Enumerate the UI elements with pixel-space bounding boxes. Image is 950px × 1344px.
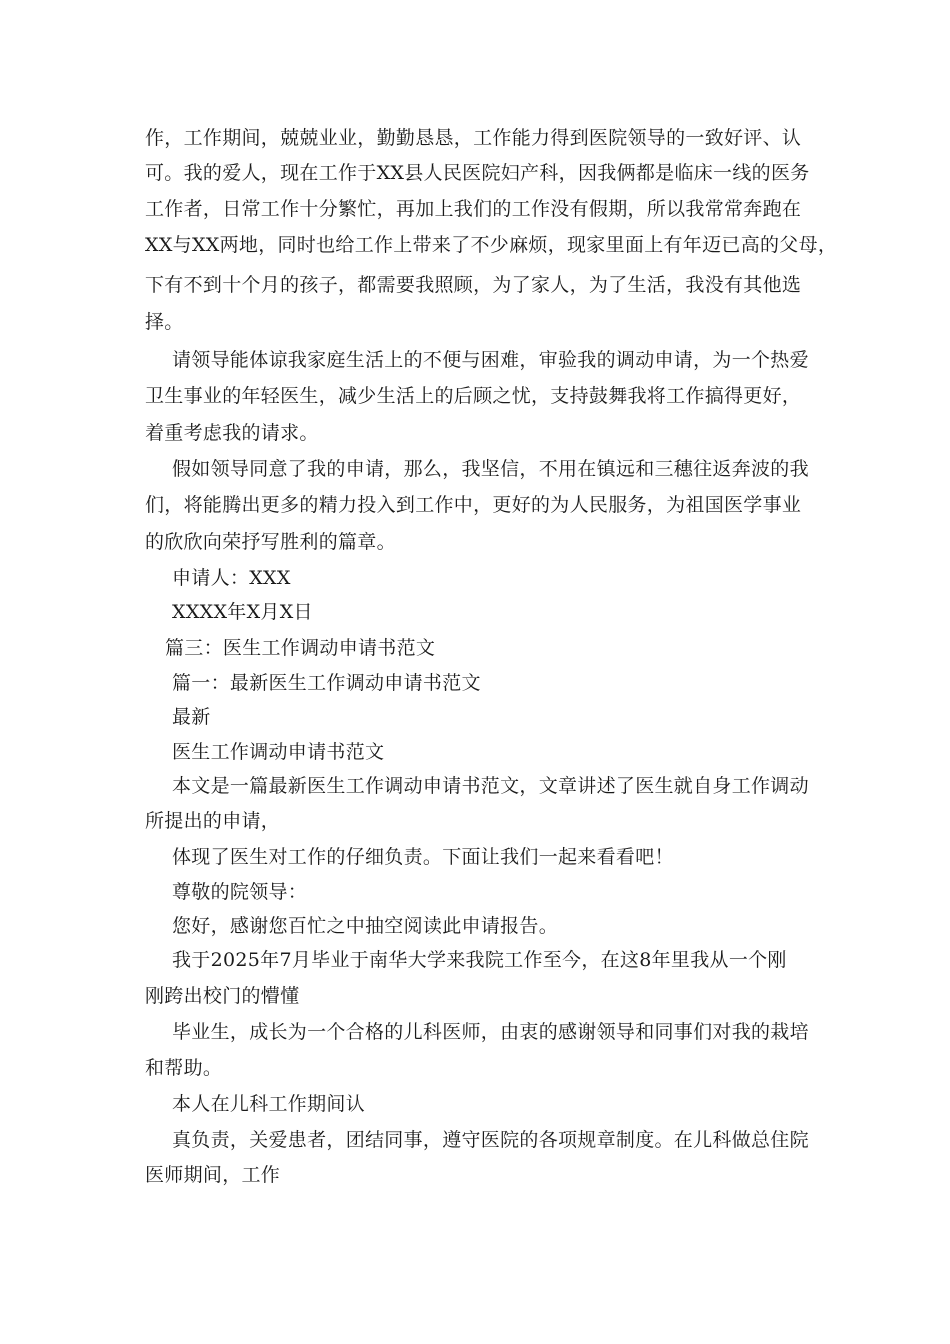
text-line: 卫生事业的年轻医生，减少生活上的后顾之忧，支持鼓舞我将工作搞得更好，	[145, 385, 802, 407]
text-line: 择。	[145, 311, 184, 333]
text-line: 作，工作期间，兢兢业业，勤勤恳恳，工作能力得到医院领导的一致好评、认	[145, 127, 802, 149]
paragraph-start: 本文是一篇最新医生工作调动申请书范文，文章讲述了医生就自身工作调动	[172, 775, 809, 797]
text-line: 下有不到十个月的孩子，都需要我照顾，为了家人，为了生活，我没有其他选	[145, 274, 802, 296]
paragraph-start: 真负责，关爱患者，团结同事，遵守医院的各项规章制度。在儿科做总住院	[172, 1129, 809, 1151]
text-line: XX与XX两地，同时也给工作上带来了不少麻烦，现家里面上有年迈已高的父母，	[145, 234, 838, 256]
salutation: 尊敬的院领导：	[172, 881, 308, 903]
paragraph-start: 我于2025年7月毕业于南华大学来我院工作至今，在这8年里我从一个刚	[172, 949, 787, 971]
paragraph-start: 请领导能体谅我家庭生活上的不便与困难，审验我的调动申请，为一个热爱	[172, 349, 809, 371]
text-line: 医生工作调动申请书范文	[172, 741, 385, 763]
text-line: 着重考虑我的请求。	[145, 422, 319, 444]
text-line: 医师期间，工作	[145, 1164, 281, 1186]
text-line: 工作者，日常工作十分繁忙，再加上我们的工作没有假期，所以我常常奔跑在	[145, 198, 802, 220]
paragraph-start: 毕业生，成长为一个合格的儿科医师，由衷的感谢领导和同事们对我的栽培	[172, 1021, 809, 1043]
signature-date: XXXX年X月X日	[172, 601, 313, 623]
text-line: 可。我的爱人，现在工作于XX县人民医院妇产科，因我俩都是临床一线的医务	[145, 162, 810, 184]
text-line: 们，将能腾出更多的精力投入到工作中，更好的为人民服务，为祖国医学事业	[145, 494, 802, 516]
paragraph-start: 本人在儿科工作期间认	[172, 1093, 366, 1115]
paragraph-start: 假如领导同意了我的申请，那么，我坚信，不用在镇远和三穗往返奔波的我	[172, 458, 809, 480]
paragraph-start: 体现了医生对工作的仔细负责。下面让我们一起来看看吧！	[172, 846, 674, 868]
text-line: 最新	[172, 706, 211, 728]
section-heading: 篇三：医生工作调动申请书范文	[165, 637, 436, 659]
text-line: 和帮助。	[145, 1057, 223, 1079]
signature-applicant: 申请人：XXX	[172, 567, 291, 589]
text-line: 的欣欣向荣抒写胜利的篇章。	[145, 531, 396, 553]
paragraph-start: 您好，感谢您百忙之中抽空阅读此申请报告。	[172, 915, 559, 937]
text-line: 所提出的申请，	[145, 810, 281, 832]
article-title: 篇一：最新医生工作调动申请书范文	[172, 672, 481, 694]
text-line: 刚跨出校门的懵懂	[145, 985, 300, 1007]
